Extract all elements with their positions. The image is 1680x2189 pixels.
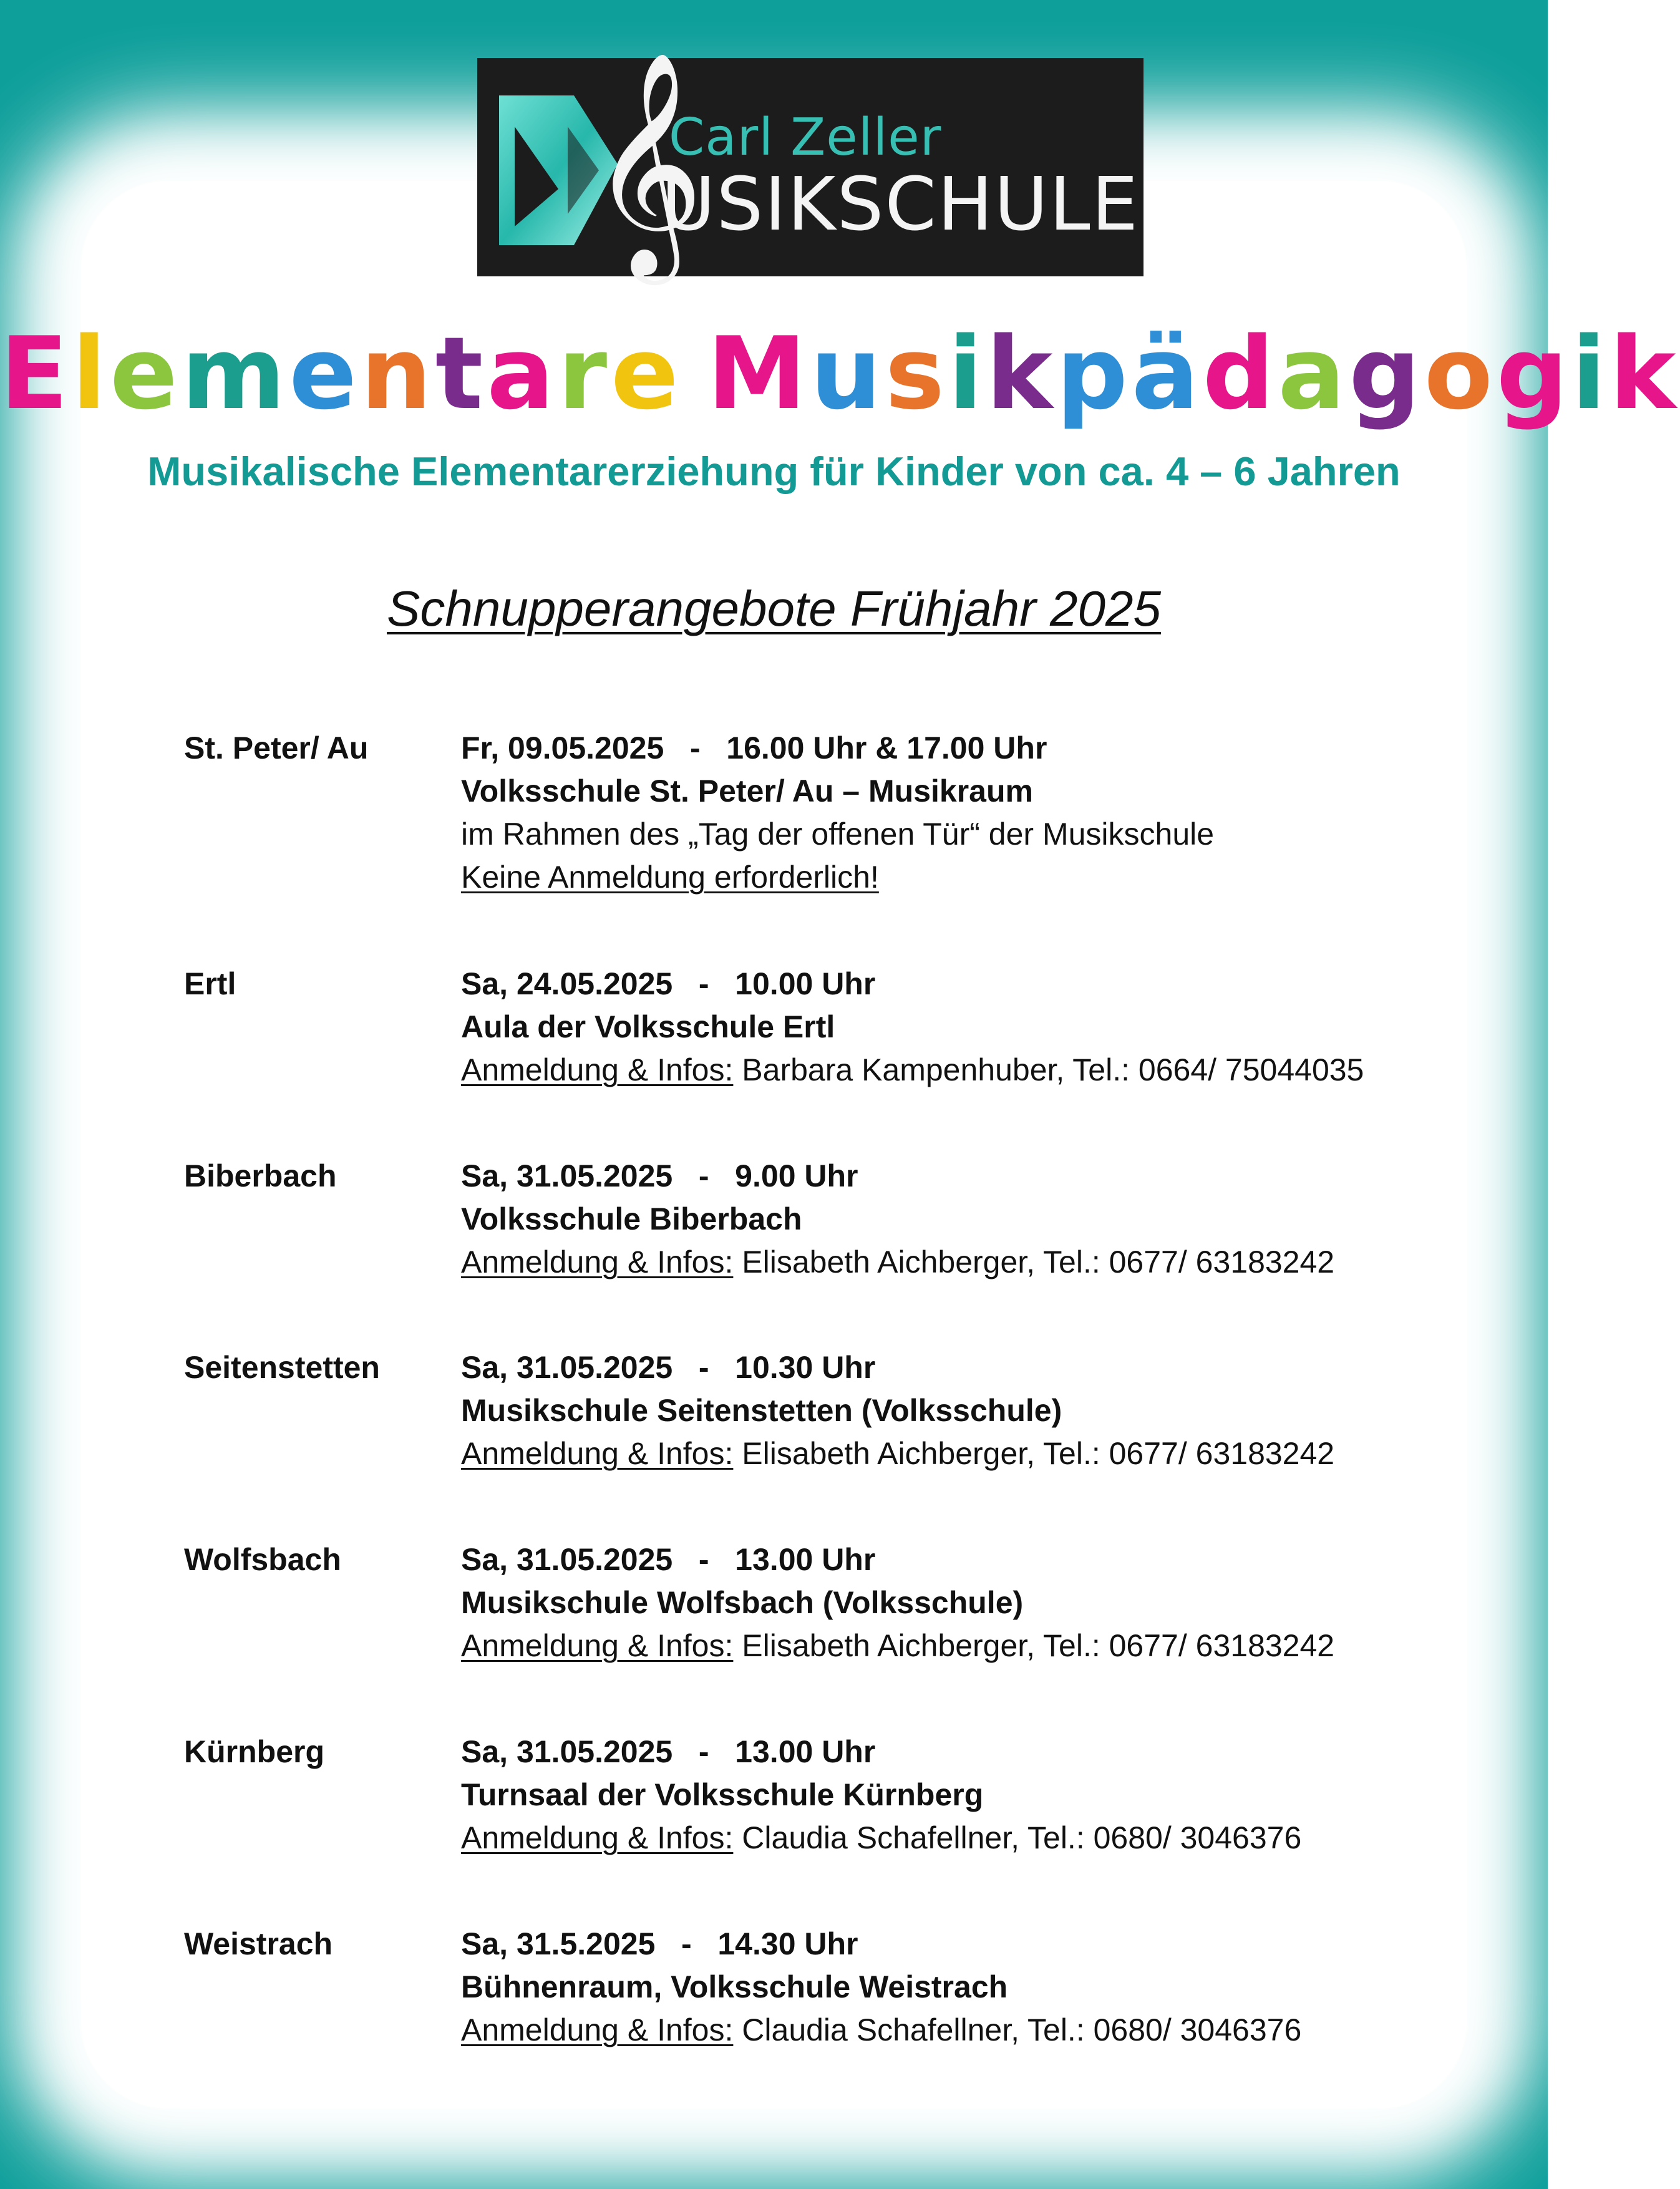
treble-clef-icon: 𝄞 bbox=[590, 50, 704, 275]
entry-datetime: Fr, 09.05.2025 - 16.00 Uhr & 17.00 Uhr bbox=[461, 730, 1047, 765]
headline-letter: a bbox=[1278, 315, 1349, 432]
headline-letter: u bbox=[810, 315, 885, 432]
headline-letter: M bbox=[707, 315, 810, 432]
entry-venue: Volksschule Biberbach bbox=[461, 1201, 802, 1236]
entry-contact-label: Anmeldung & Infos: bbox=[461, 1628, 734, 1663]
entry-datetime: Sa, 31.05.2025 - 10.30 Uhr bbox=[461, 1350, 876, 1385]
entry-info bbox=[461, 1155, 1334, 1284]
entry-contact-label: Anmeldung & Infos: bbox=[461, 1436, 734, 1471]
headline-letter: a bbox=[487, 315, 558, 432]
entry-datetime: Sa, 24.05.2025 - 10.00 Uhr bbox=[461, 966, 876, 1001]
entry-venue: Aula der Volksschule Ertl bbox=[461, 1009, 835, 1044]
headline-letter: m bbox=[181, 315, 289, 432]
headline-letter: p bbox=[1056, 315, 1132, 432]
entry-info bbox=[461, 1923, 1301, 2052]
headline-letter: E bbox=[0, 315, 72, 432]
headline-letter: i bbox=[948, 315, 986, 432]
entry-info bbox=[461, 1730, 1301, 1860]
entry-place: Weistrach bbox=[184, 1926, 333, 1961]
entry-contact: Elisabeth Aichberger, Tel.: 0677/ 63183242 bbox=[742, 1628, 1335, 1663]
headline-letter: s bbox=[885, 315, 949, 432]
headline-letter: i bbox=[1571, 315, 1610, 432]
headline-letter: r bbox=[558, 315, 611, 432]
entry-venue: Volksschule St. Peter/ Au – Musikraum bbox=[461, 774, 1033, 808]
headline-letter: t bbox=[435, 315, 487, 432]
headline-letter: l bbox=[72, 315, 110, 432]
entry-venue: Musikschule Seitenstetten (Volksschule) bbox=[461, 1393, 1062, 1428]
entry-place: Biberbach bbox=[184, 1158, 337, 1193]
entry-place: Ertl bbox=[184, 966, 236, 1001]
entry-info bbox=[461, 1538, 1334, 1667]
entry-venue: Musikschule Wolfsbach (Volksschule) bbox=[461, 1585, 1024, 1620]
entry-datetime: Sa, 31.5.2025 - 14.30 Uhr bbox=[461, 1926, 858, 1961]
logo-school-word: USIKSCHULE bbox=[661, 161, 1140, 247]
entry-contact-label: Anmeldung & Infos: bbox=[461, 1052, 734, 1087]
headline-letter: k bbox=[986, 315, 1057, 432]
headline-letter: e bbox=[611, 315, 682, 432]
entry-place: Wolfsbach bbox=[184, 1542, 341, 1577]
entry-contact: Elisabeth Aichberger, Tel.: 0677/ 63183242 bbox=[742, 1245, 1335, 1279]
headline-letter: e bbox=[289, 315, 361, 432]
entry-venue: Turnsaal der Volksschule Kürnberg bbox=[461, 1777, 984, 1812]
headline-letter bbox=[682, 315, 707, 432]
entry-place: Seitenstetten bbox=[184, 1350, 380, 1385]
headline-letter: k bbox=[1610, 315, 1680, 432]
entry-contact: Elisabeth Aichberger, Tel.: 0677/ 63183242 bbox=[742, 1436, 1335, 1471]
entry-datetime: Sa, 31.05.2025 - 13.00 Uhr bbox=[461, 1734, 876, 1769]
entry-contact: Claudia Schafellner, Tel.: 0680/ 3046376 bbox=[742, 2012, 1302, 2047]
entry-venue: Bühnenraum, Volksschule Weistrach bbox=[461, 1969, 1008, 2004]
entry-datetime: Sa, 31.05.2025 - 13.00 Uhr bbox=[461, 1542, 876, 1577]
entry-info bbox=[461, 1346, 1334, 1475]
entry-contact: Barbara Kampenhuber, Tel.: 0664/ 75044035 bbox=[742, 1052, 1364, 1087]
headline-elementare-musikpaedagogik bbox=[0, 315, 1680, 432]
entry-contact-label: Anmeldung & Infos: bbox=[461, 1820, 734, 1855]
headline-letter: n bbox=[360, 315, 435, 432]
musikschule-logo bbox=[477, 50, 1143, 276]
entry-place: St. Peter/ Au bbox=[184, 730, 369, 765]
entry-contact: Claudia Schafellner, Tel.: 0680/ 3046376 bbox=[742, 1820, 1302, 1855]
headline-letter: g bbox=[1349, 315, 1424, 432]
headline-letter: g bbox=[1496, 315, 1572, 432]
logo-school-name: Carl Zeller bbox=[669, 108, 942, 167]
entry-datetime: Sa, 31.05.2025 - 9.00 Uhr bbox=[461, 1158, 858, 1193]
entry-contact-label: Anmeldung & Infos: bbox=[461, 2012, 734, 2047]
headline-letter: e bbox=[110, 315, 182, 432]
entry-note: im Rahmen des „Tag der offenen Tür“ der Musikschule bbox=[461, 817, 1215, 852]
entry-registration: Keine Anmeldung erforderlich! bbox=[461, 860, 879, 895]
headline-letter: d bbox=[1202, 315, 1278, 432]
headline-letter: ä bbox=[1131, 315, 1203, 432]
subtitle: Musikalische Elementarerziehung für Kinder von ca. 4 – 6 Jahren bbox=[147, 449, 1401, 494]
entry-info bbox=[461, 963, 1364, 1092]
entry-info bbox=[461, 727, 1214, 899]
offers-title: Schnupperangebote Frühjahr 2025 bbox=[387, 581, 1161, 636]
entry-contact-label: Anmeldung & Infos: bbox=[461, 1245, 734, 1279]
headline-letter: o bbox=[1424, 315, 1497, 432]
entry-place: Kürnberg bbox=[184, 1734, 324, 1769]
